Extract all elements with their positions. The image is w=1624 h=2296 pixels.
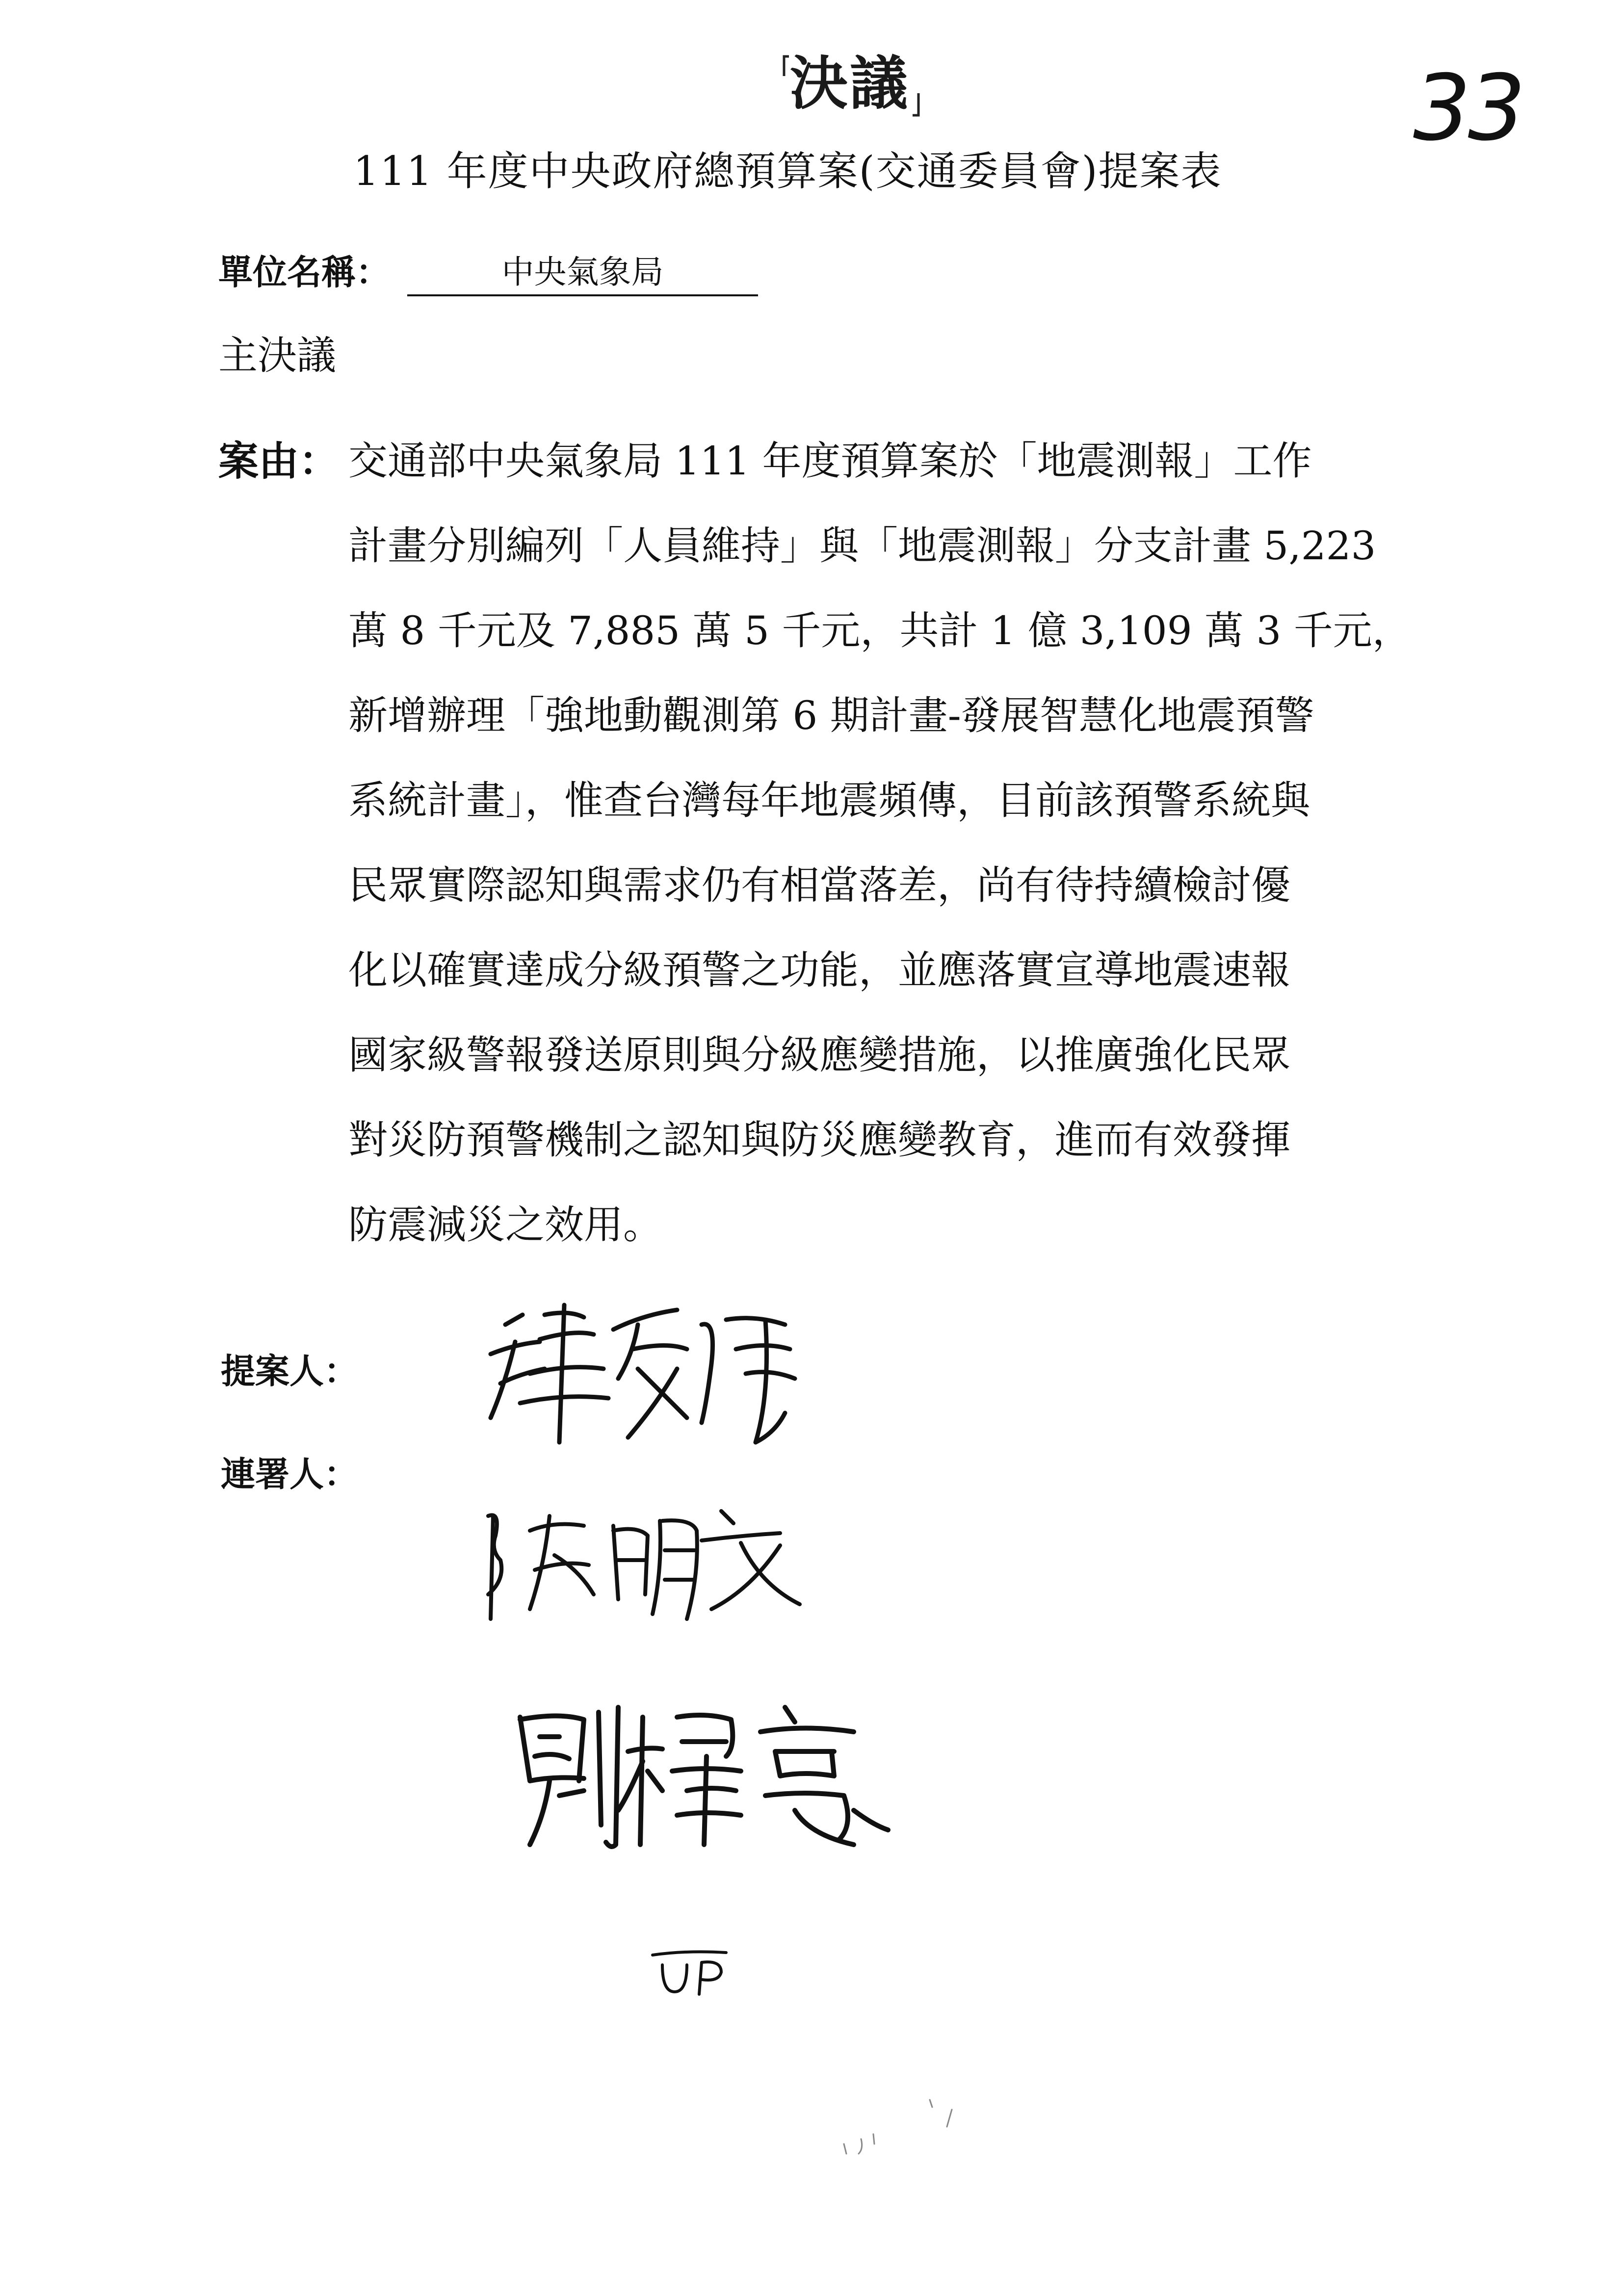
initials-signature [648, 1943, 746, 2002]
cosigner-2-signature [500, 1697, 991, 1854]
case-text-line: 對災防預警機制之認知與防災應變教育，進而有效發揮 [348, 1117, 1290, 1163]
page-title: 111 年度中央政府總預算案(交通委員會)提案表 [353, 148, 1222, 195]
case-text-line: 化以確實達成分級預警之功能，並應落實宣導地震速報 [348, 947, 1290, 993]
case-text-line: 萬 8 千元及 7,885 萬 5 千元，共計 1 億 3,109 萬 3 千元， [348, 608, 1412, 653]
unit-value: 中央氣象局 [407, 250, 758, 296]
case-text-line: 新增辦理「強地動觀測第 6 期計畫-發展智慧化地震預警 [348, 693, 1314, 738]
main-resolution-heading: 主決議 [218, 333, 336, 378]
case-text-line: 防震減災之效用。 [348, 1202, 662, 1248]
proposer-signature [471, 1295, 834, 1457]
case-text-line: 交通部中央氣象局 111 年度預算案於「地震測報」工作 [348, 438, 1312, 484]
case-text-line: 民眾實際認知與需求仍有相當落差，尚有待持續檢討優 [348, 862, 1290, 908]
case-label: 案由： [218, 438, 340, 485]
case-text-line: 國家級警報發送原則與分級應變措施，以推廣強化民眾 [348, 1032, 1290, 1078]
scan-artifact-marks [834, 2080, 991, 2178]
case-text-line: 計畫分別編列「人員維持」與「地震測報」分支計畫 5,223 [348, 523, 1376, 569]
resolution-stamp [780, 47, 927, 120]
unit-label: 單位名稱： [218, 252, 390, 292]
case-text-line: 系統計畫」，惟查台灣每年地震頻傳，目前該預警系統與 [348, 778, 1310, 823]
page-number: 33 [1413, 55, 1523, 161]
stamp-text: 決議 [790, 50, 910, 117]
proposer-label: 提案人： [221, 1351, 358, 1391]
cosigner-1-signature [466, 1496, 819, 1624]
cosigner-label: 連署人： [221, 1454, 358, 1494]
